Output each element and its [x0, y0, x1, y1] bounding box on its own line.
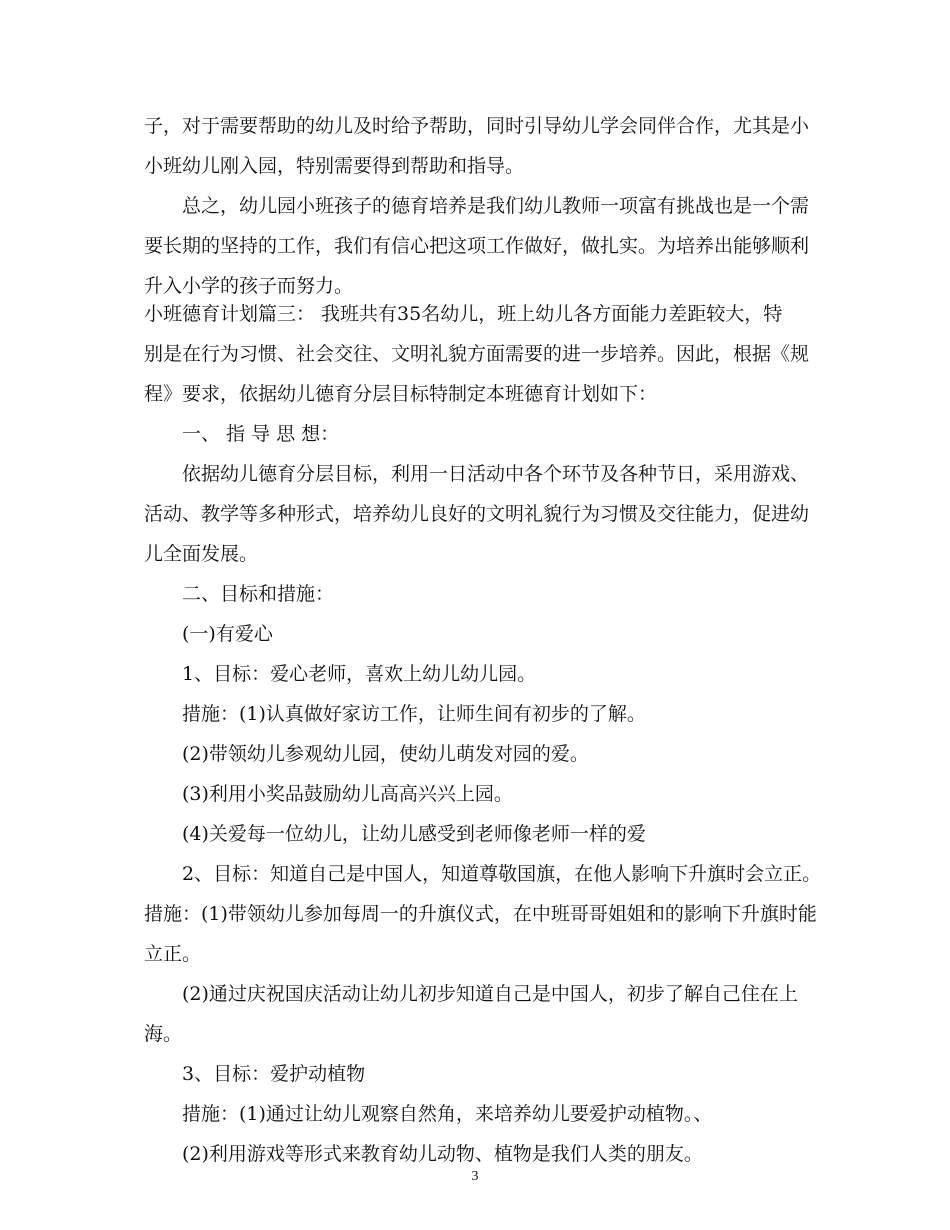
- text-line: 升入小学的孩子而努力。: [144, 275, 354, 297]
- text-line: 措施：(1)通过让幼儿观察自然角，来培养幼儿要爱护动植物。、: [182, 1103, 713, 1125]
- text-line: 别是在行为习惯、社会交往、文明礼貌方面需要的进一步培养。因此，根据《规: [144, 343, 810, 365]
- subheading: 一、 指 导 思 想：: [182, 423, 340, 445]
- subheading: (一)有爱心: [182, 623, 273, 645]
- text-line: (2)通过庆祝国庆活动让幼儿初步知道自己是中国人，初步了解自己住在上: [182, 983, 798, 1005]
- text-line: 子，对于需要帮助的幼儿及时给予帮助，同时引导幼儿学会同伴合作，尤其是小: [144, 115, 810, 137]
- text-line: 3、目标：爱护动植物: [182, 1063, 366, 1085]
- text-line: (2)利用游戏等形式来教育幼儿动物、植物是我们人类的朋友。: [182, 1143, 703, 1165]
- text-line: (3)利用小奖品鼓励幼儿高高兴兴上园。: [182, 783, 513, 805]
- text-line: 儿全面发展。: [144, 543, 259, 565]
- text-line: 依据幼儿德育分层目标，利用一日活动中各个环节及各种节日，采用游戏、: [182, 463, 810, 485]
- section-heading-line: 小班德育计划篇三： 我班共有35名幼儿，班上幼儿各方面能力差距较大，特: [144, 303, 783, 325]
- text-line: 程》要求，依据幼儿德育分层目标特制定本班德育计划如下：: [144, 383, 658, 405]
- text-line: 小班幼儿刚入园，特别需要得到帮助和指导。: [144, 155, 525, 177]
- page-number: 3: [471, 1169, 479, 1184]
- text-line: 2、目标：知道自己是中国人，知道尊敬国旗，在他人影响下升旗时会立正。: [182, 863, 822, 885]
- text-line: 立正。: [144, 943, 202, 965]
- subheading: 二、目标和措施：: [182, 583, 335, 605]
- text-line: 海。: [144, 1023, 183, 1045]
- text-line: (4)关爱每一位幼儿，让幼儿感受到老师像老师一样的爱: [182, 823, 646, 845]
- text-line: 要长期的坚持的工作，我们有信心把这项工作做好，做扎实。为培养出能够顺利: [144, 235, 810, 257]
- text-line: 1、目标：爱心老师，喜欢上幼儿幼儿园。: [182, 663, 537, 685]
- text-line: 总之，幼儿园小班孩子的德育培养是我们幼儿教师一项富有挑战也是一个需: [182, 195, 810, 217]
- text-line: 措施：(1)认真做好家访工作，让师生间有初步的了解。: [182, 703, 646, 725]
- text-line: (2)带领幼儿参观幼儿园，使幼儿萌发对园的爱。: [182, 743, 589, 765]
- text-line: 活动、教学等多种形式，培养幼儿良好的文明礼貌行为习惯及交往能力，促进幼: [144, 503, 810, 525]
- text-line: 措施：(1)带领幼儿参加每周一的升旗仪式，在中班哥哥姐姐和的影响下升旗时能: [144, 903, 817, 925]
